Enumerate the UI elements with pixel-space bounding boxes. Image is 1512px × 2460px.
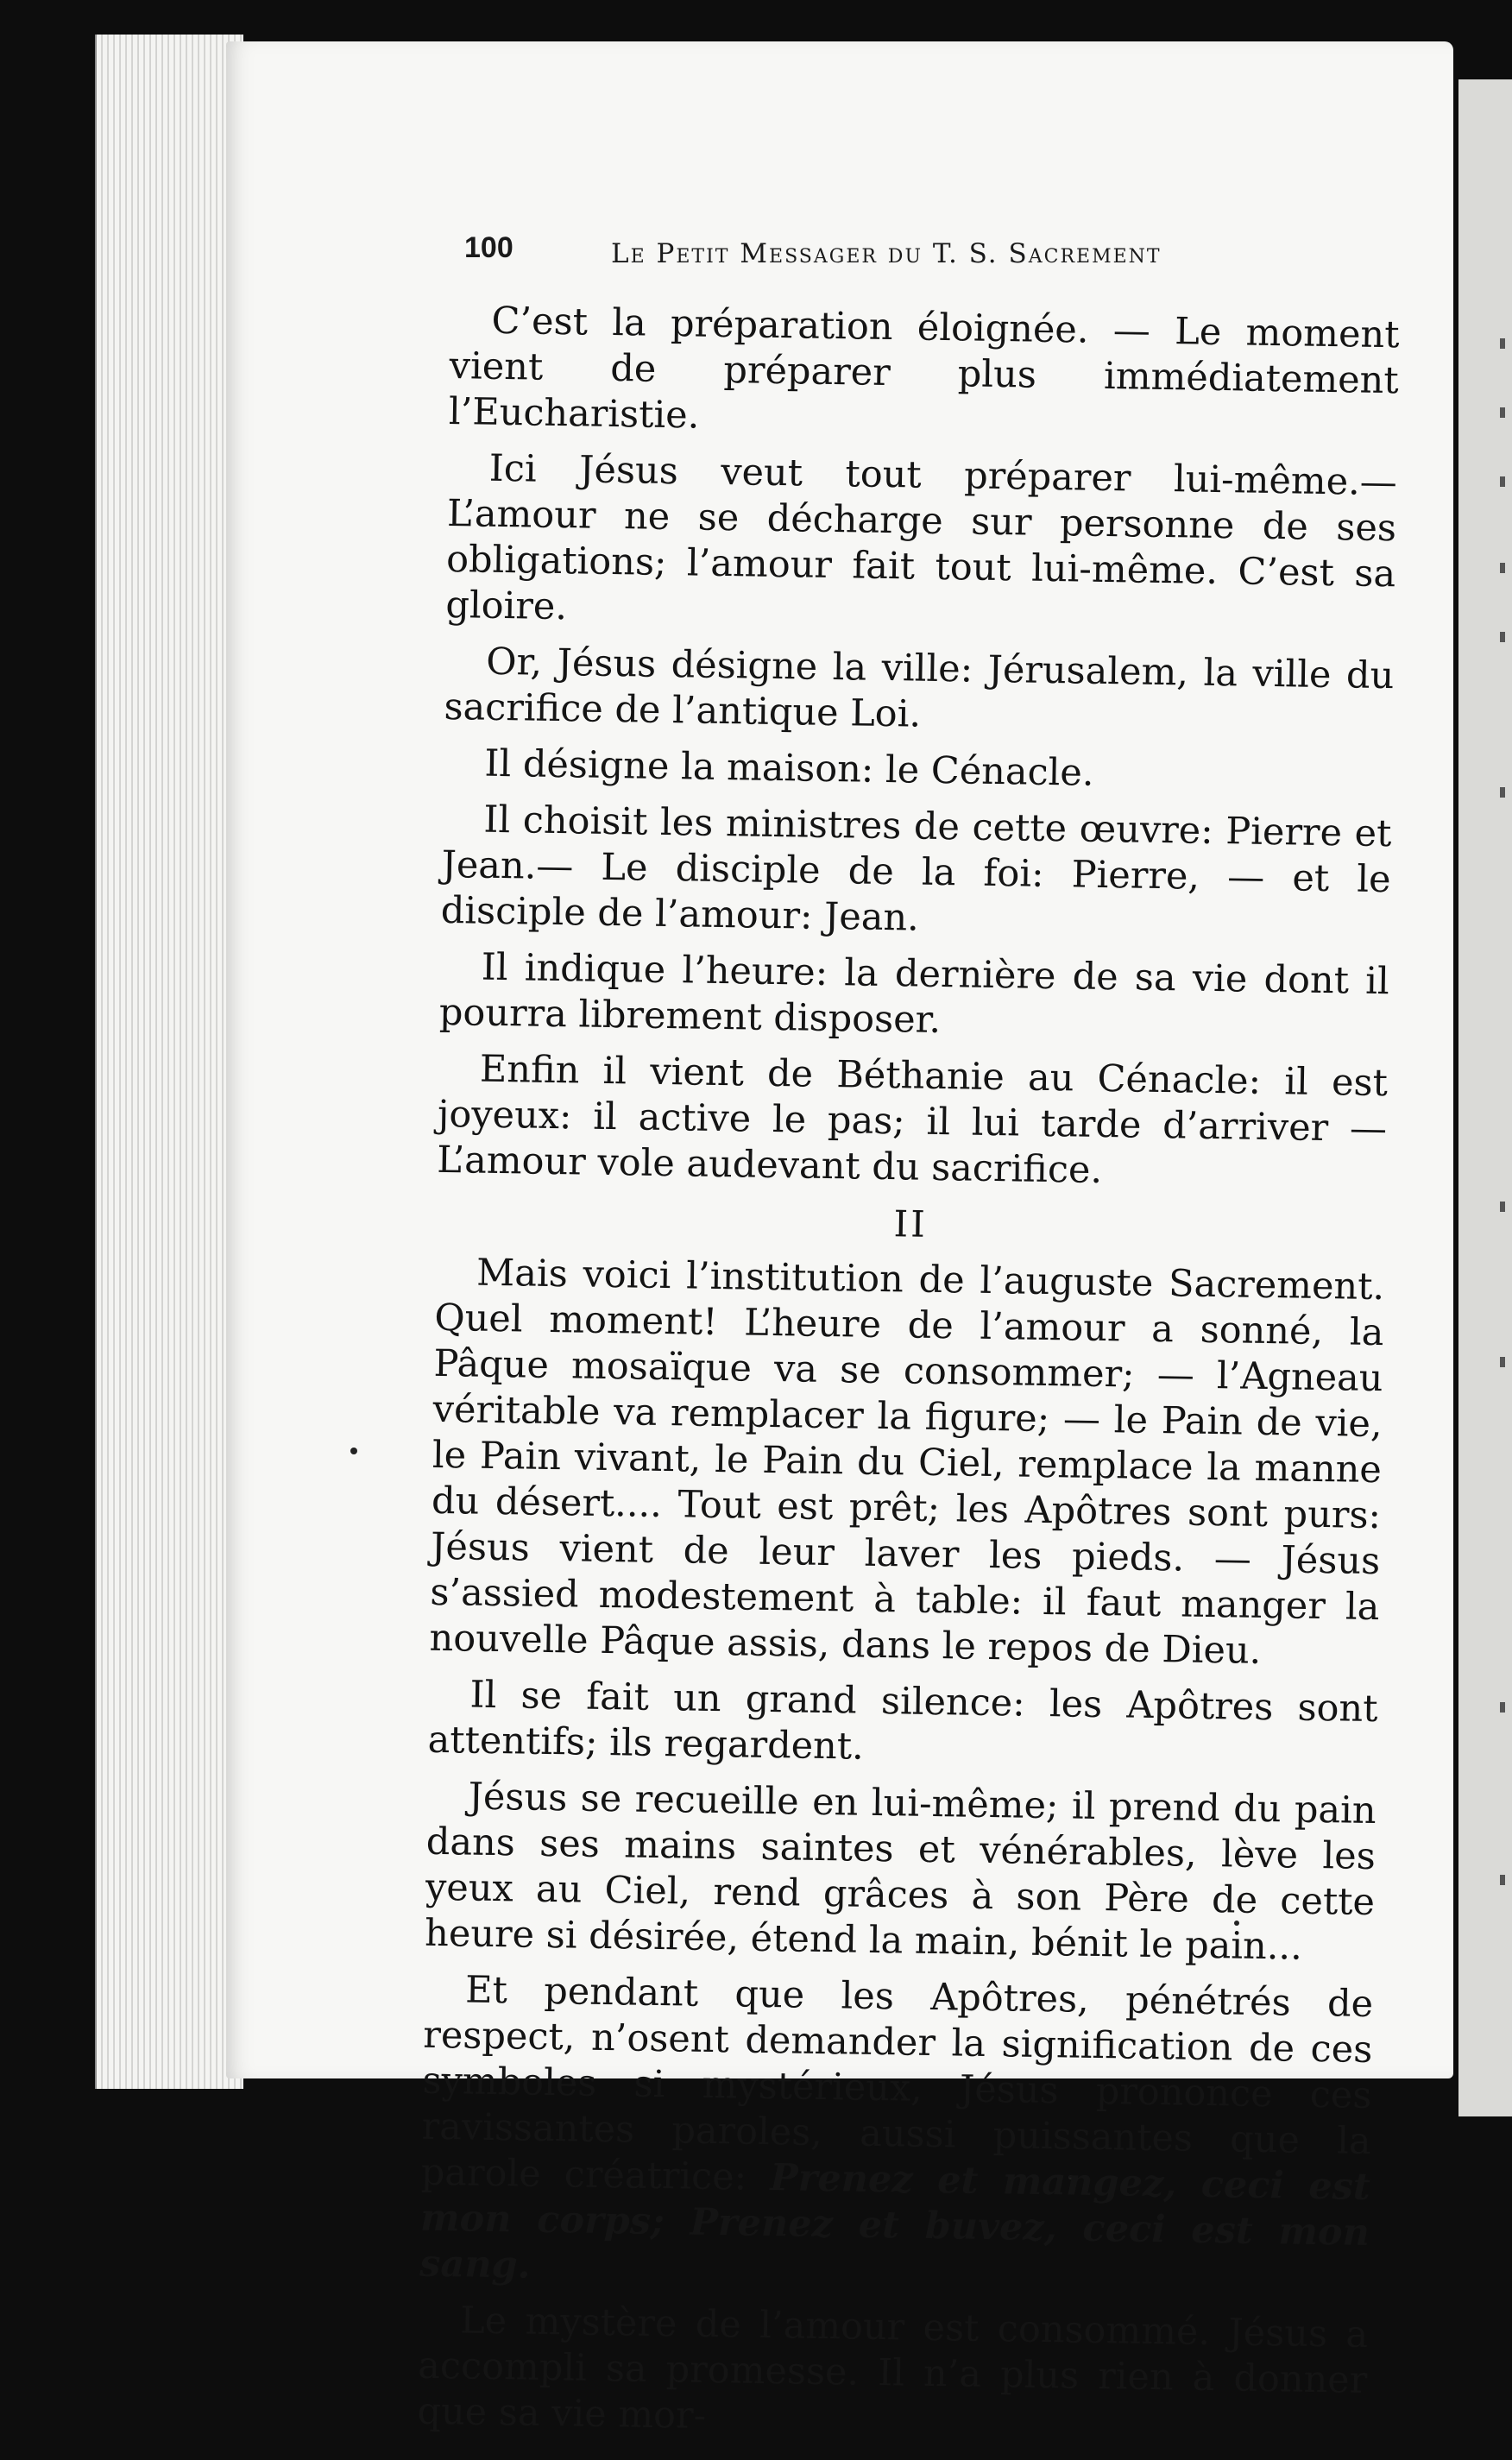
paragraph: Ici Jésus veut tout préparer lui-même.— L’amour ne se décharge sur personne de ses obligations; l’amour fait tout lui-même. C’est sa gloire. bbox=[445, 446, 1398, 629]
body-text bbox=[417, 298, 1400, 2460]
paragraph: Il se fait un grand silence: les Apôtres sont attentifs; ils regardent. bbox=[427, 1673, 1378, 1769]
paragraph: Il indique l’heure: la dernière de sa vie dont il pourra librement disposer. bbox=[438, 945, 1390, 1043]
facing-page-glyph bbox=[1500, 1702, 1505, 1713]
facing-page-glyph bbox=[1500, 1357, 1505, 1367]
facing-page-glyph bbox=[1500, 632, 1505, 642]
facing-page-edge bbox=[1458, 79, 1512, 2116]
book-page-edges bbox=[95, 35, 243, 2089]
speck bbox=[350, 1448, 357, 1454]
paragraph: Or, Jésus désigne la ville: Jérusalem, la ville du sacrifice de l’antique Loi. bbox=[444, 640, 1395, 736]
page-number: 100 bbox=[464, 231, 513, 264]
facing-page-glyph bbox=[1500, 476, 1505, 487]
facing-page-glyph bbox=[1500, 338, 1505, 349]
paragraph: Jésus se recueille en lui-même; il prend du pain dans ses mains saintes et vénérables, lève les yeux au Ciel, rend grâces à son Père de cette heure si désirée, étend la main, bénit le pain... bbox=[424, 1775, 1377, 1969]
facing-page-glyph bbox=[1500, 1202, 1505, 1212]
paragraph: Il désigne la maison: le Cénacle. bbox=[484, 741, 1094, 795]
paragraph: Enfin il vient de Béthanie au Cénacle: il est joyeux: il active le pas; il lui tarde d’arriver — L’amour vole audevant du sacrifice. bbox=[436, 1047, 1389, 1192]
facing-page-glyph bbox=[1500, 1875, 1505, 1885]
paragraph-text: Et pendant que les Apôtres, pénétrés de respect, n’osent demander la signification de ces symboles si mystérieux, Jésus prononce ces ravissantes paroles, aussi puissantes que la parole créatrice: bbox=[420, 1968, 1374, 2200]
running-head bbox=[464, 231, 1241, 274]
running-title: Le Petit Messager du T. S. Sacrement bbox=[611, 238, 1162, 269]
facing-page-glyph bbox=[1500, 563, 1505, 573]
paragraph: Mais voici l’institution de l’auguste Sacrement. Quel moment! L’heure de l’amour a sonné, la Pâque mosaïque va se consommer; — l’Agneau véritable va remplacer la figure; — le Pain de vie, le Pain vivant, le Pain du Ciel, remplace la manne du désert.... Tout est prêt; les Apôtres sont purs: Jésus vient de leur laver les pieds. — Jésus s’assied modestement à table: il faut manger la nouvelle Pâque assis, dans le repos de Dieu. bbox=[429, 1251, 1385, 1673]
paragraph: Le mystère de l’amour est consommé. Jésus a accompli sa promesse. Il n’a plus rien à donner que sa vie mor- bbox=[417, 2299, 1369, 2438]
paragraph: Il choisit les ministres de cette œuvre: Pierre et Jean.— Le disciple de la foi: Pierre, — et le disciple de l’amour: Jean. bbox=[440, 798, 1392, 940]
section-heading: II bbox=[893, 1202, 929, 1246]
paragraph-with-quote bbox=[419, 1967, 1374, 2302]
italic-quote: Prenez et mangez, ceci est mon corps; Prenez et buvez, ceci est mon sang. bbox=[419, 2156, 1371, 2287]
paragraph: C’est la préparation éloignée. — Le moment vient de préparer plus immédiatement l’Eucharistie. bbox=[448, 299, 1400, 438]
facing-page-glyph bbox=[1500, 407, 1505, 418]
facing-page-glyph bbox=[1500, 787, 1505, 798]
